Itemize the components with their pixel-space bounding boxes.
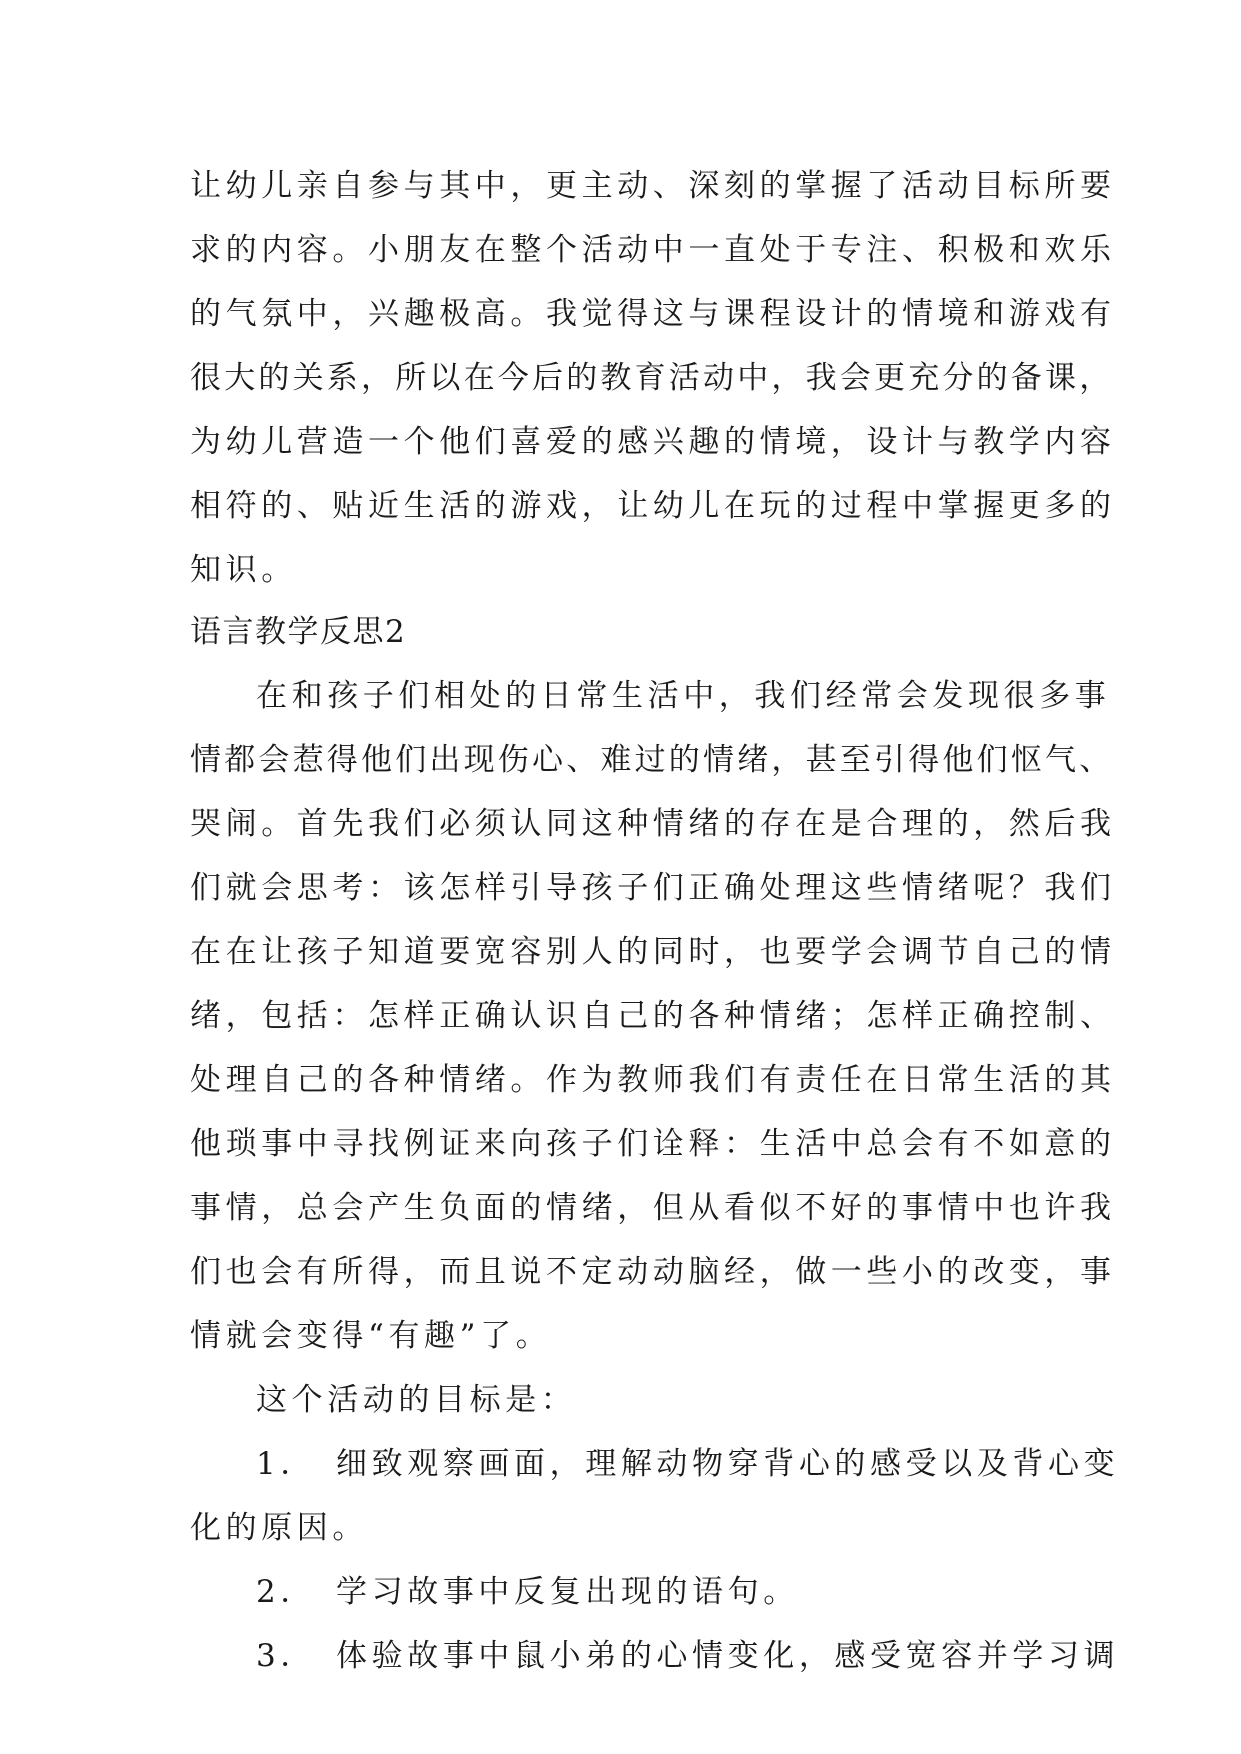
goals-intro: 这个活动的目标是： [256, 1382, 577, 1418]
paragraph-line-9: 情都会惹得他们出现伤心、难过的情绪，甚至引得他们怄气、 [190, 742, 1114, 778]
paragraph-line-6: 相符的、贴近生活的游戏，让幼儿在玩的过程中掌握更多的 [190, 488, 1116, 524]
paragraph-line-13: 绪，包括：怎样正确认识自己的各种情绪；怎样正确控制、 [190, 998, 1116, 1034]
paragraph-line-1: 让幼儿亲自参与其中，更主动、深刻的掌握了活动目标所要 [190, 168, 1116, 204]
paragraph-line-15: 他琐事中寻找例证来向孩子们诠释：生活中总会有不如意的 [190, 1126, 1116, 1162]
paragraph-line-11: 们就会思考：该怎样引导孩子们正确处理这些情绪呢？我们 [190, 870, 1116, 906]
paragraph-line-12: 在在让孩子知道要宽容别人的同时，也要学会调节自己的情 [190, 934, 1116, 970]
paragraph-line-3: 的气氛中，兴趣极高。我觉得这与课程设计的情境和游戏有 [190, 296, 1116, 332]
goal-item-2: 2． 学习故事中反复出现的语句。 [256, 1574, 799, 1610]
section-heading: 语言教学反思2 [190, 614, 407, 650]
paragraph-line-10: 哭闹。首先我们必须认同这种情绪的存在是合理的，然后我 [190, 806, 1116, 842]
goal-item-1-continued: 化的原因。 [190, 1510, 368, 1546]
paragraph-line-14: 处理自己的各种情绪。作为教师我们有责任在日常生活的其 [190, 1062, 1116, 1098]
paragraph-line-8: 在和孩子们相处的日常生活中，我们经常会发现很多事 [256, 678, 1111, 714]
paragraph-line-4: 很大的关系，所以在今后的教育活动中，我会更充分的备课， [190, 360, 1114, 396]
paragraph-line-18: 情就会变得“有趣”了。 [190, 1318, 552, 1354]
paragraph-line-17: 们也会有所得，而且说不定动动脑经，做一些小的改变，事 [190, 1254, 1116, 1290]
paragraph-line-5: 为幼儿营造一个他们喜爱的感兴趣的情境，设计与教学内容 [190, 424, 1116, 460]
paragraph-line-2: 求的内容。小朋友在整个活动中一直处于专注、积极和欢乐 [190, 232, 1116, 268]
goal-item-3: 3． 体验故事中鼠小弟的心情变化，感受宽容并学习调 [256, 1638, 1120, 1674]
paragraph-line-16: 事情，总会产生负面的情绪，但从看似不好的事情中也许我 [190, 1190, 1116, 1226]
goal-item-1: 1． 细致观察画面，理解动物穿背心的感受以及背心变 [256, 1446, 1120, 1482]
paragraph-line-7: 知识。 [190, 552, 297, 588]
